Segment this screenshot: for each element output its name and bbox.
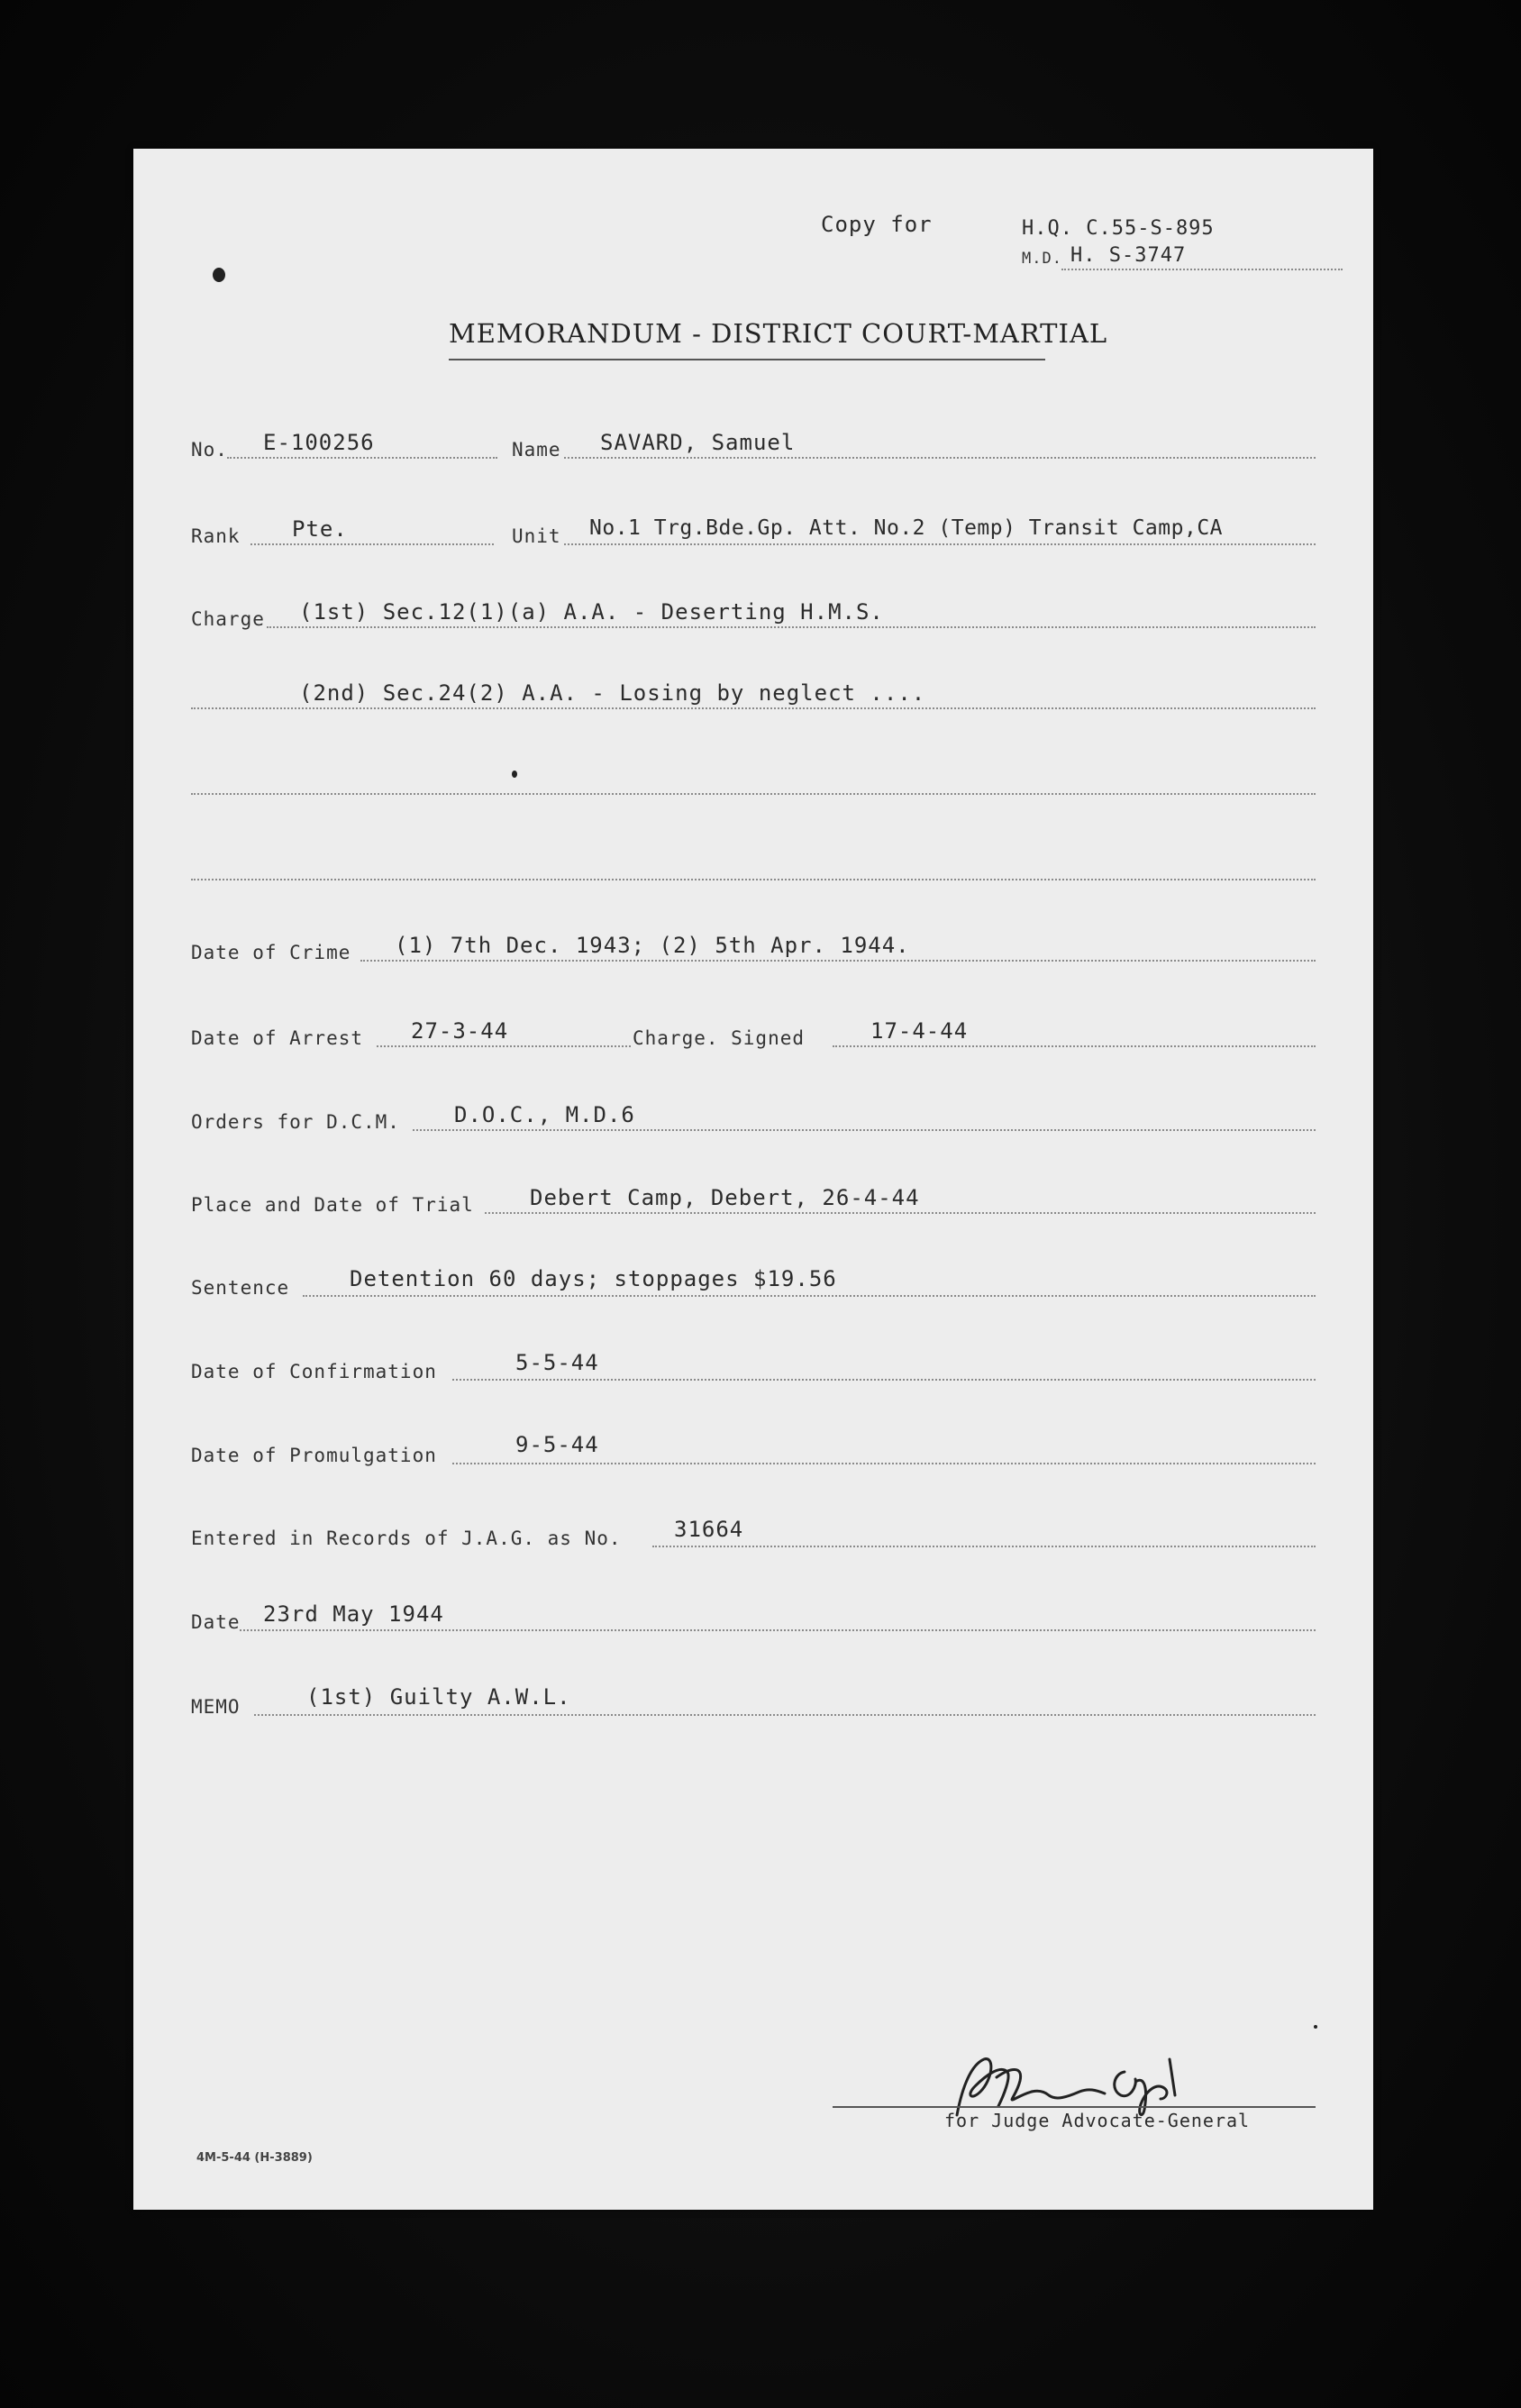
unit-line xyxy=(564,543,1316,545)
memo-label: MEMO xyxy=(191,1696,241,1718)
form-title: MEMORANDUM - DISTRICT COURT-MARTIAL xyxy=(449,318,1108,349)
orders-label: Orders for D.C.M. xyxy=(191,1111,400,1133)
hq-reference: H.Q. C.55-S-895 xyxy=(1022,217,1215,240)
orders-line xyxy=(413,1129,1316,1131)
name-line xyxy=(564,457,1316,459)
charge-line-1: (1st) Sec.12(1)(a) A.A. - Deserting H.M.S. xyxy=(299,599,884,625)
charge-signed-line xyxy=(833,1045,1316,1047)
memo-line xyxy=(254,1714,1316,1716)
sentence-value: Detention 60 days; stoppages $19.56 xyxy=(350,1266,837,1291)
copy-for-label: Copy for xyxy=(821,212,933,237)
rank-line xyxy=(250,543,494,545)
place-label: Place and Date of Trial xyxy=(191,1194,474,1216)
signature-caption: for Judge Advocate-General xyxy=(944,2110,1251,2131)
signature-line xyxy=(833,2106,1316,2108)
charge-blank-line-1 xyxy=(191,793,1316,795)
confirmation-line xyxy=(452,1379,1316,1381)
date-of-arrest-label: Date of Arrest xyxy=(191,1027,364,1049)
rank-value: Pte. xyxy=(292,516,348,542)
ink-mark xyxy=(213,268,225,282)
promulgation-label: Date of Promulgation xyxy=(191,1445,437,1466)
charge-label: Charge xyxy=(191,608,265,630)
no-label: No. xyxy=(191,439,228,461)
ink-mark xyxy=(512,771,517,778)
no-line xyxy=(227,457,497,459)
promulgation-value: 9-5-44 xyxy=(515,1432,599,1457)
date-of-arrest-value: 27-3-44 xyxy=(411,1018,509,1044)
confirmation-label: Date of Confirmation xyxy=(191,1361,437,1382)
form-number: 4M-5-44 (H-3889) xyxy=(196,2151,313,2165)
rank-label: Rank xyxy=(191,525,241,547)
charge-line-2-rule xyxy=(191,707,1316,709)
orders-value: D.O.C., M.D.6 xyxy=(454,1102,635,1127)
soldier-name: SAVARD, Samuel xyxy=(600,430,796,455)
unit-value: No.1 Trg.Bde.Gp. Att. No.2 (Temp) Transit Camp,CA xyxy=(589,516,1224,540)
promulgation-line xyxy=(452,1463,1316,1464)
memo-value: (1st) Guilty A.W.L. xyxy=(306,1684,571,1710)
sentence-line xyxy=(303,1295,1316,1297)
md-ref-line xyxy=(1061,269,1343,270)
jag-label: Entered in Records of J.A.G. as No. xyxy=(191,1528,622,1549)
jag-number: 31664 xyxy=(674,1517,744,1542)
jag-line xyxy=(652,1546,1316,1547)
name-label: Name xyxy=(512,439,561,461)
charge-line-2: (2nd) Sec.24(2) A.A. - Losing by neglect .... xyxy=(299,680,926,706)
date-label: Date xyxy=(191,1611,241,1633)
charge-signed-label: Charge. Signed xyxy=(633,1027,806,1049)
title-underline xyxy=(449,359,1045,360)
date-of-arrest-line xyxy=(377,1045,631,1047)
ink-mark xyxy=(1314,2025,1317,2029)
unit-label: Unit xyxy=(512,525,561,547)
charge-signed-value: 17-4-44 xyxy=(870,1018,969,1044)
md-reference: H. S-3747 xyxy=(1070,244,1187,267)
date-line xyxy=(240,1629,1316,1631)
confirmation-value: 5-5-44 xyxy=(515,1350,599,1375)
charge-line-1-rule xyxy=(267,626,1316,628)
date-of-crime-value: (1) 7th Dec. 1943; (2) 5th Apr. 1944. xyxy=(395,933,910,958)
sentence-label: Sentence xyxy=(191,1277,290,1299)
date-of-crime-line xyxy=(360,960,1316,962)
date-value: 23rd May 1944 xyxy=(263,1601,444,1627)
charge-blank-line-2 xyxy=(191,879,1316,880)
place-line xyxy=(485,1212,1316,1214)
date-of-crime-label: Date of Crime xyxy=(191,942,351,963)
md-reference-label: M.D. xyxy=(1022,250,1062,268)
memorandum-form xyxy=(133,149,1373,2210)
place-value: Debert Camp, Debert, 26-4-44 xyxy=(530,1185,920,1210)
service-number: E-100256 xyxy=(263,430,375,455)
